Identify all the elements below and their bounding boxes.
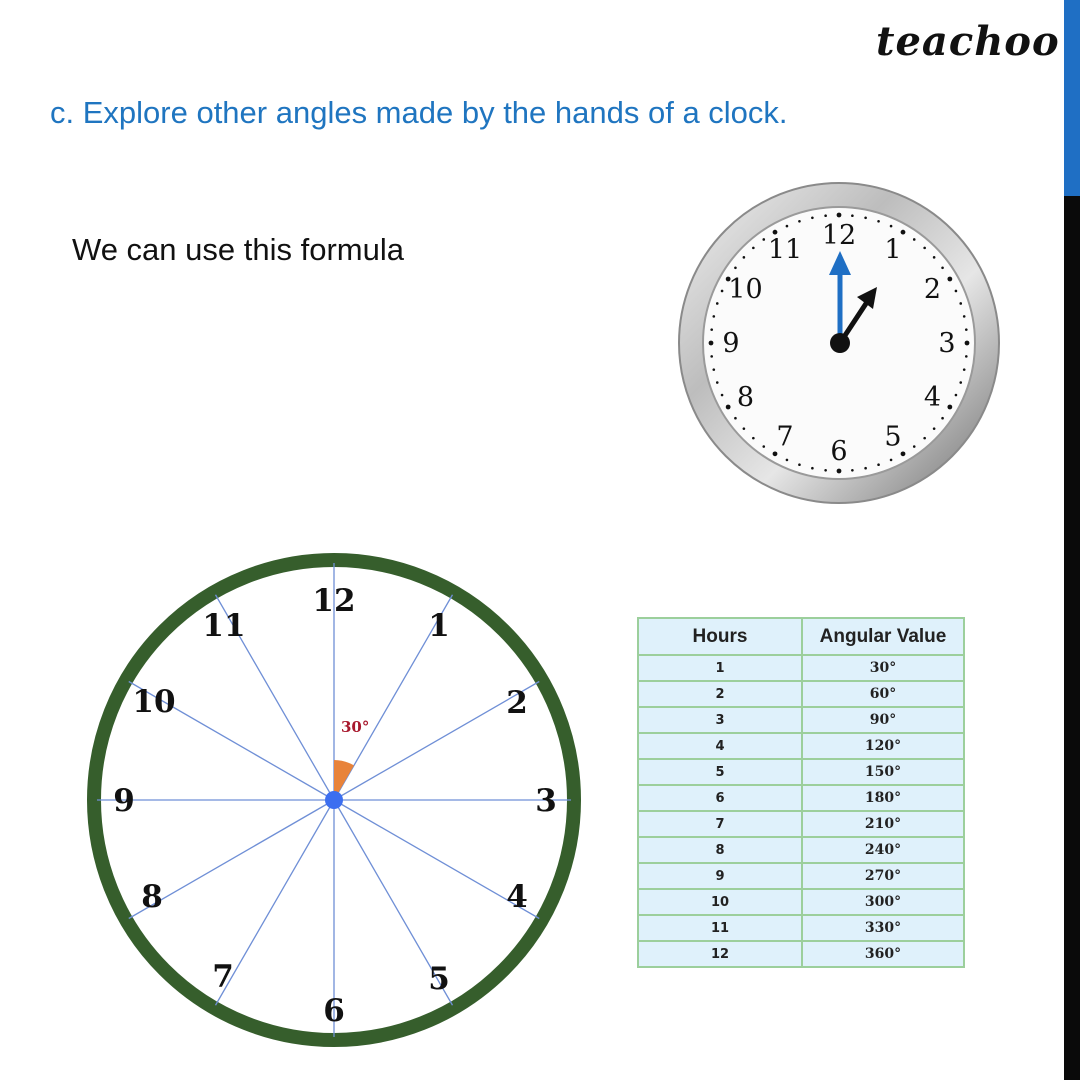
diagram-clock-number: 10 <box>132 684 176 720</box>
angular-value-cell: 150° <box>802 759 964 785</box>
diagram-clock-number: 8 <box>141 879 163 915</box>
angular-value-cell: 30° <box>802 655 964 681</box>
clock-number: 2 <box>923 274 942 305</box>
clock-number: 5 <box>884 421 902 453</box>
table-row <box>638 681 964 707</box>
hours-cell: 7 <box>638 811 802 837</box>
clock-number: 6 <box>830 436 848 467</box>
clock-center-pin <box>830 333 850 353</box>
hours-cell: 10 <box>638 889 802 915</box>
diagram-clock-number: 1 <box>428 608 450 644</box>
table-row <box>638 941 964 967</box>
angle-label: 30° <box>341 718 370 736</box>
table-header-row <box>638 618 964 655</box>
angular-value-cell: 300° <box>802 889 964 915</box>
table-row <box>638 811 964 837</box>
diagram-clock-number: 6 <box>323 993 345 1029</box>
angular-value-cell: 120° <box>802 733 964 759</box>
diagram-clock-number: 2 <box>506 685 528 721</box>
hours-cell: 2 <box>638 681 802 707</box>
hours-cell: 9 <box>638 863 802 889</box>
header-angular-value: Angular Value <box>802 618 964 655</box>
diagram-center-dot <box>325 791 343 809</box>
hours-angular-value-table <box>637 617 965 968</box>
diagram-clock-number: 12 <box>312 583 356 619</box>
question-heading: c. Explore other angles made by the hands of a clock. <box>50 95 788 130</box>
clock-number: 9 <box>722 328 740 359</box>
hours-cell: 12 <box>638 941 802 967</box>
table-row <box>638 759 964 785</box>
table-row <box>638 915 964 941</box>
table-row <box>638 785 964 811</box>
angular-value-cell: 240° <box>802 837 964 863</box>
angular-value-cell: 270° <box>802 863 964 889</box>
angular-value-cell: 60° <box>802 681 964 707</box>
table-row <box>638 889 964 915</box>
angular-value-cell: 330° <box>802 915 964 941</box>
hours-cell: 8 <box>638 837 802 863</box>
table-row <box>638 707 964 733</box>
analog-clock-illustration <box>673 175 1003 515</box>
hours-cell: 4 <box>638 733 802 759</box>
clock-number: 1 <box>884 234 902 266</box>
clock-number: 7 <box>776 421 794 453</box>
table-row <box>638 837 964 863</box>
table-row <box>638 733 964 759</box>
diagram-clock-number: 9 <box>113 783 135 819</box>
clock-number: 3 <box>938 328 956 359</box>
angular-value-cell: 180° <box>802 785 964 811</box>
intro-text: We can use this formula <box>72 232 404 267</box>
angular-value-cell: 90° <box>802 707 964 733</box>
clock-number: 12 <box>821 220 857 251</box>
diagram-clock-number: 3 <box>535 783 557 819</box>
angular-value-cell: 360° <box>802 941 964 967</box>
hours-cell: 1 <box>638 655 802 681</box>
table-row <box>638 655 964 681</box>
diagram-clock-number: 4 <box>506 879 528 915</box>
clock-number: 11 <box>767 234 803 266</box>
clock-number: 4 <box>923 382 942 413</box>
clock-number: 10 <box>728 274 763 305</box>
hours-cell: 11 <box>638 915 802 941</box>
header-hours: Hours <box>638 618 802 655</box>
teachoo-logo: teachoo <box>876 18 1060 65</box>
side-accent-bar-blue <box>1064 0 1080 196</box>
diagram-clock-number: 7 <box>212 959 234 995</box>
table-row <box>638 863 964 889</box>
diagram-clock-number: 5 <box>428 961 450 997</box>
angle-diagram-clock <box>84 550 584 1050</box>
side-accent-bar-black <box>1064 196 1080 1080</box>
hours-cell: 3 <box>638 707 802 733</box>
angular-value-cell: 210° <box>802 811 964 837</box>
hours-cell: 5 <box>638 759 802 785</box>
clock-number: 8 <box>736 382 755 413</box>
diagram-clock-number: 11 <box>202 608 246 644</box>
hours-cell: 6 <box>638 785 802 811</box>
